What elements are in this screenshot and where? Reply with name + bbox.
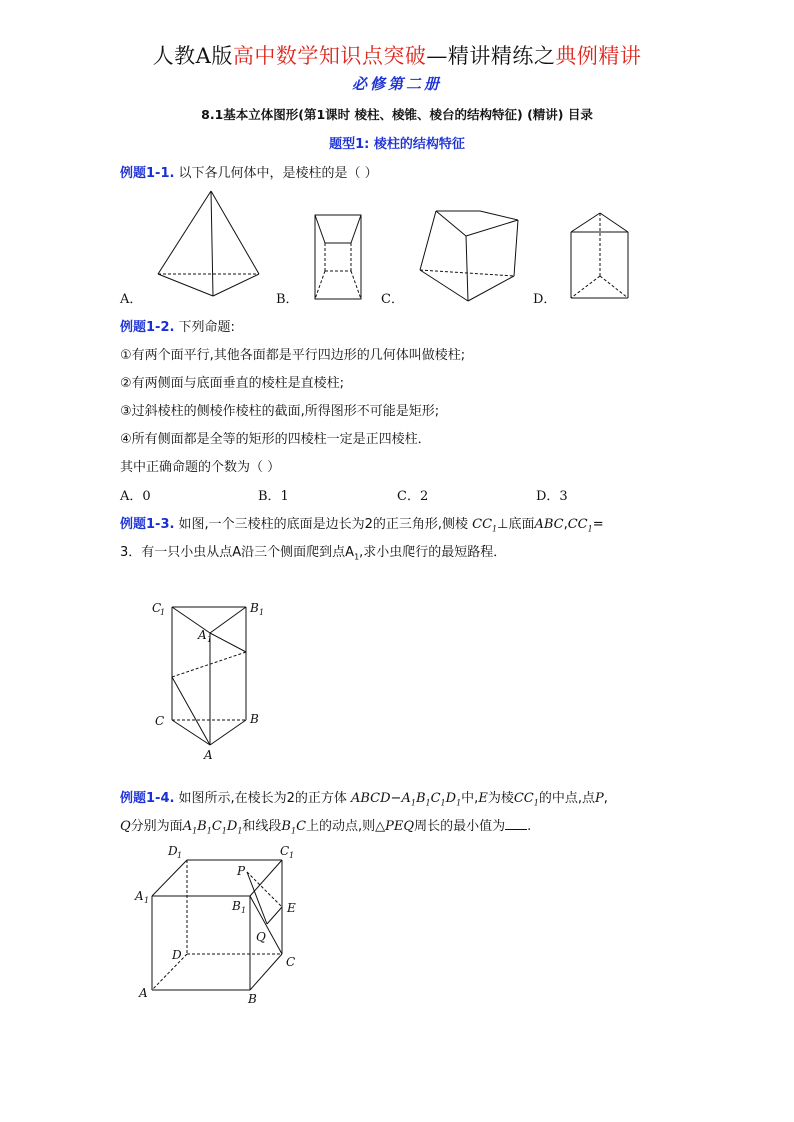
label-b1: B — [250, 601, 259, 615]
figure-d-prism — [568, 210, 633, 302]
figure-a-pyramid — [150, 188, 270, 303]
example3-label: 例题1-3. — [120, 517, 175, 532]
label-c1-cube-sub: 1 — [289, 851, 295, 860]
label-b1-cube: B — [232, 899, 241, 913]
label-p: P — [237, 864, 246, 878]
example1-label: 例题1-1. — [120, 166, 175, 181]
example2-statement-1: ①有两个面平行,其他各面都是平行四边形的几何体叫做棱柱; — [120, 348, 466, 363]
label-b1-sub: 1 — [259, 608, 265, 617]
example4-point-q: Q — [120, 819, 131, 834]
label-b1-cube-sub: 1 — [241, 906, 247, 915]
header-title-part3: —精讲精练之 — [426, 44, 556, 68]
label-c1: C — [152, 601, 162, 615]
example2-option-a: A．0 — [120, 489, 151, 504]
label-e: E — [287, 901, 296, 915]
example4-cube-top: $A_1B_1C_1D_1$ — [401, 791, 462, 808]
example2-statement-2: ②有两侧面与底面垂直的棱柱是直棱柱; — [120, 376, 345, 391]
label-d1-sub: 1 — [177, 851, 183, 860]
label-c-cube: C — [286, 955, 296, 969]
label-a1-cube: A — [135, 889, 144, 903]
example3-edge-cc1-b: $CC_1$ — [567, 517, 593, 534]
header-subtitle: 必修第二册 — [351, 75, 442, 93]
example3-plane-abc: ABC — [534, 517, 564, 532]
example4-text-g: 上的动点,则△ — [306, 819, 386, 834]
figure-c-frustum — [418, 208, 523, 306]
label-a-cube: A — [139, 986, 148, 1000]
example2-intro: 下列命题: — [178, 320, 235, 335]
example2-option-d: D．3 — [536, 489, 568, 504]
example1-option-c: C． — [381, 292, 404, 307]
example4-cube-name: ABCD — [350, 791, 391, 806]
label-c: C — [155, 714, 165, 728]
example4-text-e: 分别为面 — [130, 819, 183, 834]
example1-question-line — [120, 162, 378, 181]
label-b-cube: B — [248, 992, 257, 1006]
example3-line1: 例题1-3. 如图,一个三棱柱的底面是边长为2的正三角形,侧棱 $CC_1\perp$底面$ABC,CC_1=$ — [120, 517, 604, 534]
example3-line2-end: ,求小虫爬行的最短路程． — [359, 545, 507, 560]
label-a1: A — [198, 628, 207, 642]
header-title-part4: 典例精讲 — [555, 44, 642, 68]
example3-line2-text: 3．有一只小虫从点A沿三个侧面爬到点A — [120, 545, 355, 560]
example4-segment: $B_1C$ — [281, 819, 307, 836]
example4-triangle: PEQ — [385, 819, 415, 834]
example4-point-p: P — [594, 791, 604, 806]
example1-question: 以下各几何体中，是棱柱的是（ ） — [178, 166, 378, 181]
section-title: 题型1: 棱柱的结构特征 — [329, 137, 465, 152]
example4-face: $A_1B_1C_1D_1$ — [182, 819, 243, 836]
label-a1-sub: 1 — [207, 635, 213, 644]
example4-point-e: E — [478, 791, 488, 806]
label-a1-cube-sub: 1 — [144, 896, 150, 905]
header-title-part1: 人教A版 — [152, 44, 233, 68]
example1-option-a: A． — [120, 292, 143, 307]
example3-line2 — [120, 541, 506, 562]
header-title — [0, 40, 794, 70]
label-d: D — [172, 948, 182, 962]
label-b: B — [250, 712, 259, 726]
example1-option-d: D． — [533, 292, 557, 307]
example4-text-b: 中, — [461, 791, 479, 806]
example2-option-c: C．2 — [397, 489, 429, 504]
example4-edge-cc1: $CC_1$ — [513, 791, 539, 808]
example2-question: 其中正确命题的个数为（ ） — [120, 460, 281, 475]
example4-text-f: 和线段 — [242, 819, 282, 834]
figure-b-frustum — [313, 213, 365, 303]
example4-text-d: 的中点,点 — [538, 791, 595, 806]
header-title-part2: 高中数学知识点突破 — [232, 44, 427, 68]
doc-title: 8.1基本立体图形(第1课时 棱柱、棱锥、棱台的结构特征) (精讲) 目录 — [201, 107, 593, 122]
example2-statement-4: ④所有侧面都是全等的矩形的四棱柱一定是正四棱柱． — [120, 432, 431, 447]
label-a: A — [204, 748, 213, 762]
example4-answer-blank — [505, 817, 527, 830]
example4-text-c: 为棱 — [487, 791, 514, 806]
example3-text-a: 如图,一个三棱柱的底面是边长为2的正三角形,侧棱 — [178, 517, 468, 532]
label-q: Q — [256, 930, 266, 944]
example4-label: 例题1-4. — [120, 791, 175, 806]
example3-line2-sub: 1 — [354, 552, 360, 562]
example3-edge-cc1: $CC_1$ — [472, 517, 498, 534]
label-d1: D — [168, 844, 178, 858]
label-c1-sub: 1 — [160, 608, 166, 617]
example2-label: 例题1-2. — [120, 320, 175, 335]
example4-line1: 例题1-4. 如图所示,在棱长为2的正方体 $ABCD-A_1B_1C_1D_1$中,E为棱$CC_1$的中点,点P, — [120, 791, 608, 808]
example3-text-b: ⊥底面 — [497, 517, 535, 532]
example4-line2: Q分别为面$A_1B_1C_1D_1$和线段$B_1C$上的动点,则△PEQ周长的最小值为 . — [120, 819, 532, 836]
example2-option-b: B．1 — [258, 489, 289, 504]
figure-example4-cube — [130, 840, 310, 1010]
example4-text-h: 周长的最小值为 — [414, 819, 506, 834]
example2-intro-line — [120, 316, 235, 335]
figure-example3-prism — [150, 595, 280, 765]
example4-text-a: 如图所示,在棱长为2的正方体 — [178, 791, 347, 806]
example1-option-b: B． — [276, 292, 299, 307]
label-c1-cube: C — [280, 844, 290, 858]
example2-statement-3: ③过斜棱柱的侧棱作棱柱的截面,所得图形不可能是矩形; — [120, 404, 440, 419]
